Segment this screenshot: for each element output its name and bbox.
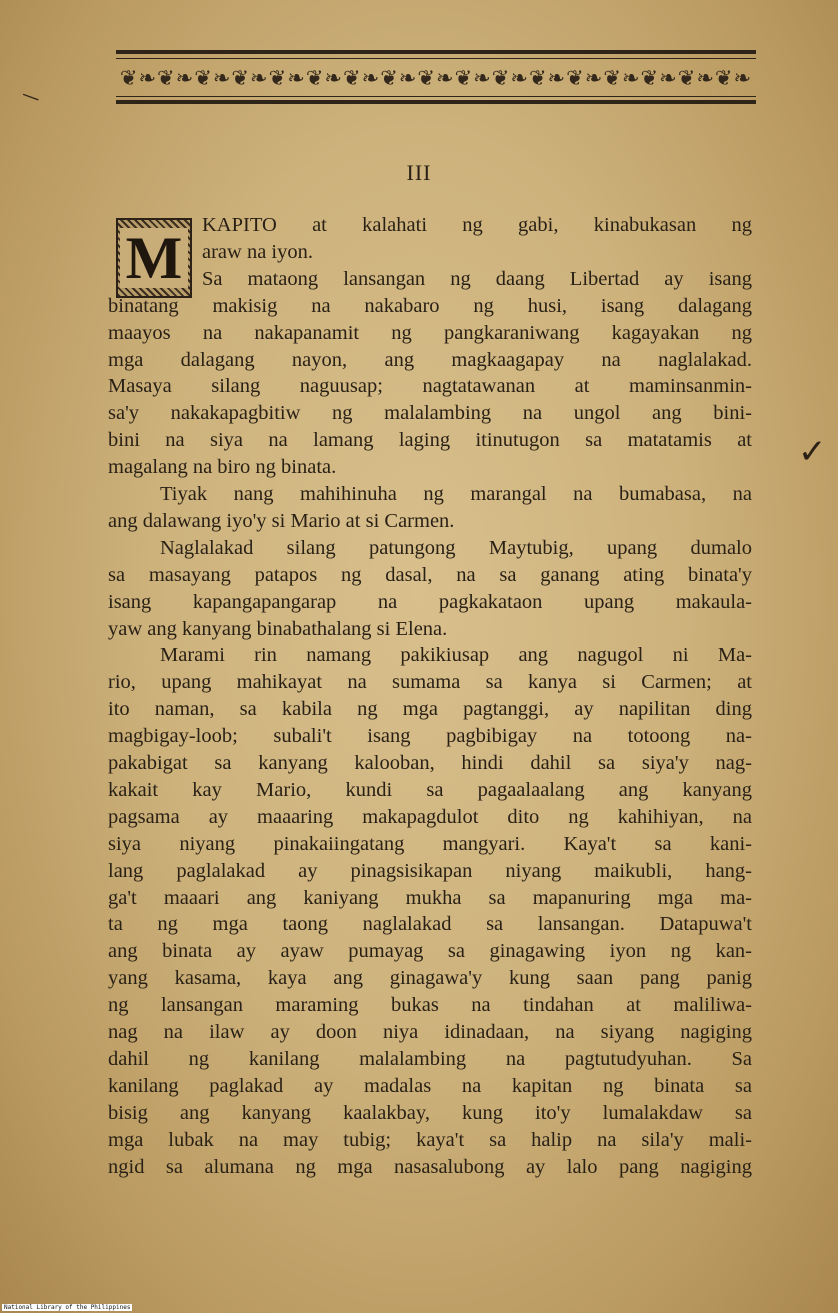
text-line: yaw ang kanyang binabathalang si Elena. [108,618,448,640]
text-line: ga't maaari ang kaniyang mukha sa mapanuring mga ma- [108,887,752,909]
text-line: kanilang paglakad ay madalas na kapitan ng binata sa [108,1075,752,1097]
library-watermark: National Library of the Philippines [4,1304,131,1311]
text-line: Marami rin namang pakikiusap ang nagugol ni Ma- [160,644,752,666]
text-line: ngid sa alumana ng mga nasasalubong ay lalo pang nagiging [108,1156,752,1178]
text-line: yang kasama, kaya ang ginagawa'y kung saan pang panig [108,967,752,989]
text-line: pakabigat sa kanyang kalooban, hindi dahil sa siya'y nag- [108,752,752,774]
text-line: Naglalakad silang patungong Maytubig, upang dumalo [160,537,752,559]
ornament-band: ❦❧❦❧❦❧❦❧❦❧❦❧❦❧❦❧❦❧❦❧❦❧❦❧❦❧❦❧❦❧❦❧❦❧ [119,66,753,90]
text-line: Masaya silang naguusap; nagtatawanan at maminsanmin- [108,375,752,397]
text-line: ng lansangan maraming bukas na tindahan at maliliwa- [108,994,752,1016]
header-rule [116,58,756,59]
text-line: ang dalawang iyo'y si Mario at si Carmen. [108,510,455,532]
text-line: magalang na biro ng binata. [108,456,337,478]
text-line: binatang makisig na nakabaro ng husi, isang dalagang [108,295,752,317]
text-line: mga dalagang nayon, ang magkaagapay na naglalakad. [108,349,752,371]
header-rule [116,96,756,97]
header-rule [116,50,756,54]
text-line: dahil ng kanilang malalambing na pagtutudyuhan. Sa [108,1048,752,1070]
drop-cap-letter: M [120,228,189,288]
text-line: lang paglalakad ay pinagsisikapan niyang maikubli, hang- [108,860,752,882]
text-line: araw na iyon. [202,241,313,263]
text-line: Sa mataong lansangan ng daang Libertad ay isang [202,268,752,290]
text-line: sa masayang patapos ng dasal, na sa ganang ating binata'y [108,564,752,586]
stray-mark-icon: — [18,83,44,110]
chapter-number: III [406,160,432,185]
text-line: Tiyak nang mahihinuha ng marangal na bumabasa, na [160,483,752,505]
text-line: rio, upang mahikayat na sumama sa kanya si Carmen; at [108,671,752,693]
text-line: bisig ang kanyang kaalakbay, kung ito'y lumalakdaw sa [108,1102,752,1124]
text-line: bini na siya na lamang laging itinutugon sa matatamis at [108,429,752,451]
text-line: pagsama ay maaaring makapagdulot dito ng kahihiyan, na [108,806,752,828]
pencil-check-icon: ✓ [798,432,827,472]
text-line: ito naman, sa kabila ng mga pagtanggi, ay napilitan ding [108,698,752,720]
text-line: ta ng mga taong naglalakad sa lansangan. Datapuwa't [108,913,752,935]
text-line: mga lubak na may tubig; kaya't sa halip na sila'y mali- [108,1129,752,1151]
text-line: siya niyang pinakaiingatang mangyari. Kaya't sa kani- [108,833,752,855]
text-line: magbigay-loob; subali't isang pagbibigay na totoong na- [108,725,752,747]
text-line: kakait kay Mario, kundi sa pagaalaalang ang kanyang [108,779,752,801]
text-line: sa'y nakakapagbitiw ng malalambing na ungol ang bini- [108,402,752,424]
text-line: ang binata ay ayaw pumayag sa ginagawing iyon ng kan- [108,940,752,962]
drop-cap [116,218,192,298]
text-line: KAPITO at kalahati ng gabi, kinabukasan ng [202,214,752,236]
text-line: isang kapangapangarap na pagkakataon upang makaula- [108,591,752,613]
text-line: nag na ilaw ay doon niya idinadaan, na siyang nagiging [108,1021,752,1043]
text-line: maayos na nakapanamit ng pangkaraniwang kagayakan ng [108,322,752,344]
header-rule [116,100,756,104]
